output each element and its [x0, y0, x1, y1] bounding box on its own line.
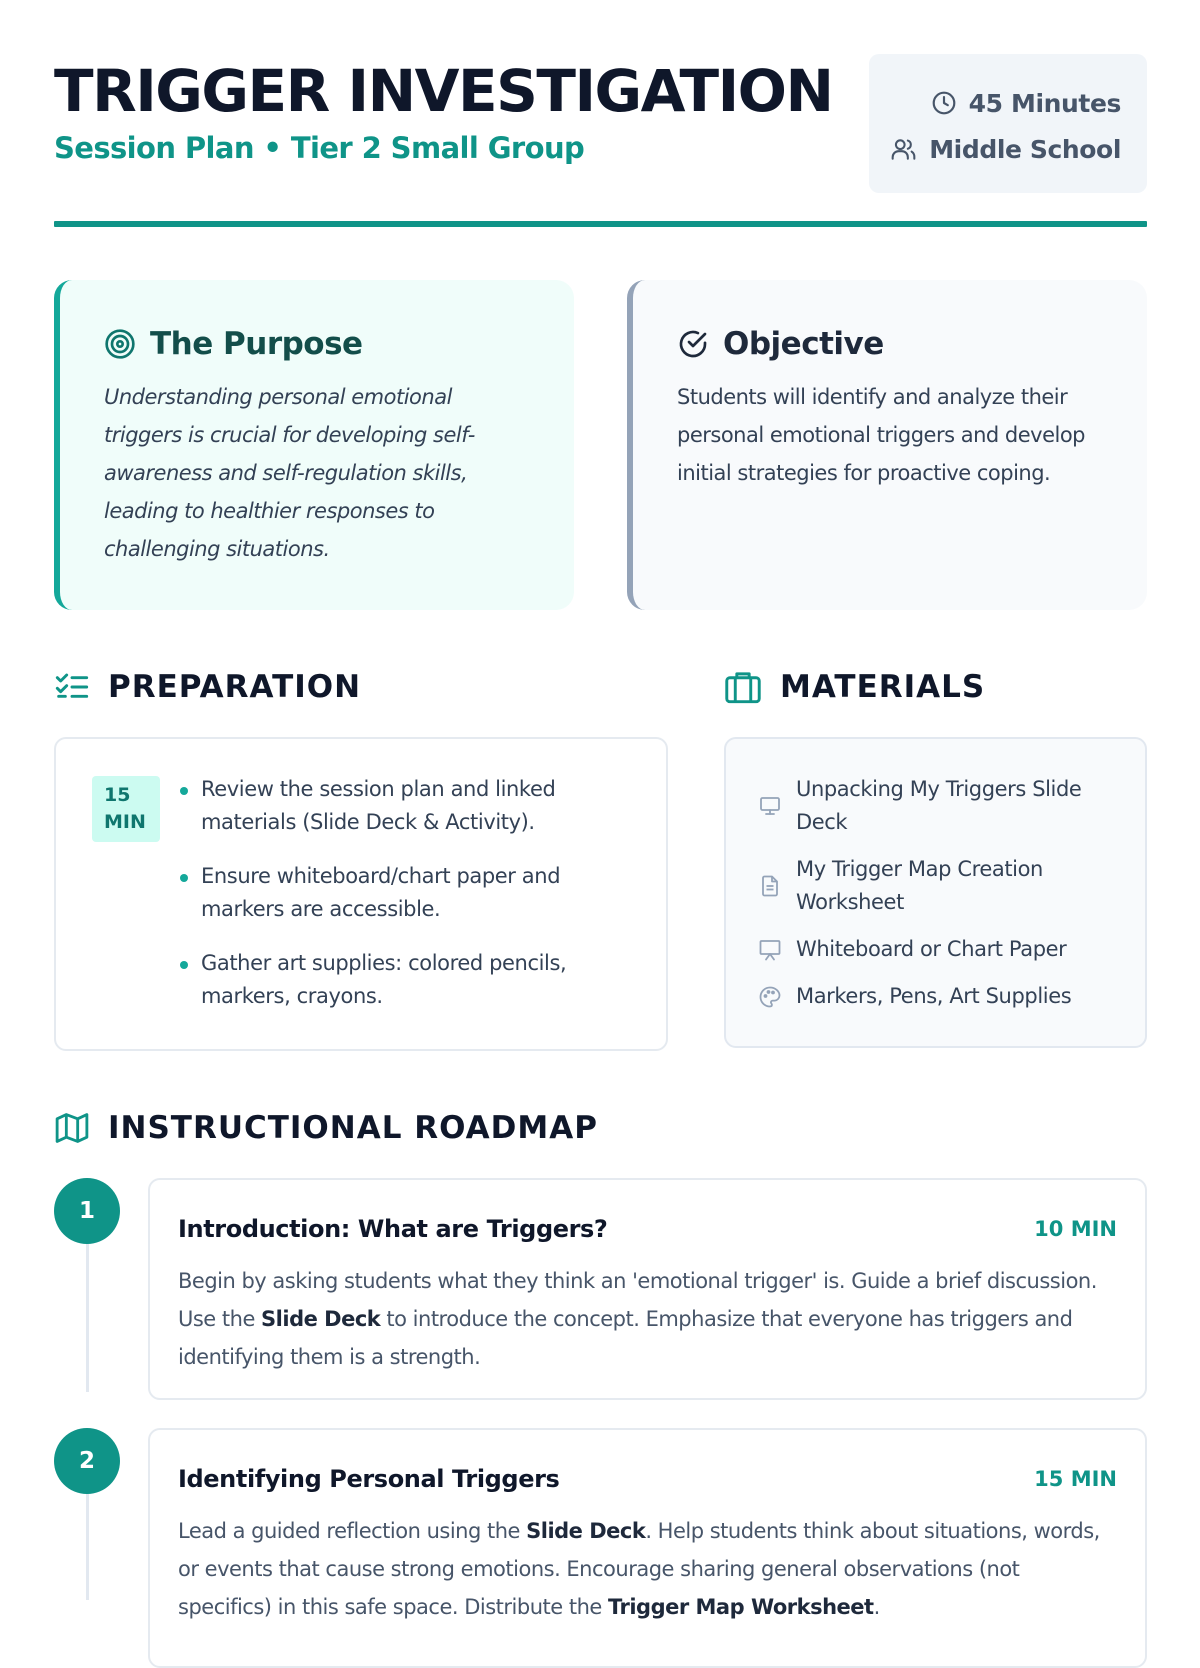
- preparation-time-badge: [92, 776, 160, 842]
- step-title: Identifying Personal Triggers: [178, 1465, 560, 1493]
- audience-row: [869, 126, 1121, 172]
- session-meta: [869, 54, 1147, 193]
- worksheet-reference: Trigger Map Worksheet: [607, 1595, 874, 1619]
- step-header: [178, 1458, 1117, 1500]
- step-number: 2: [54, 1428, 120, 1494]
- session-plan-page: [54, 0, 1147, 1619]
- page-subtitle: Session Plan • Tier 2 Small Group: [54, 131, 585, 165]
- step-time: 15 MIN: [1034, 1467, 1117, 1491]
- list-item: Review the session plan and linked materials (Slide Deck & Activity).: [180, 773, 620, 839]
- material-item[interactable]: [758, 773, 1125, 839]
- materials-heading: [724, 662, 985, 712]
- map-icon: [54, 1111, 90, 1145]
- audience-label: Middle School: [929, 134, 1121, 164]
- step-number: 1: [54, 1178, 120, 1244]
- timeline-connector: [86, 1490, 89, 1600]
- objective-card: [627, 280, 1147, 610]
- materials-box: [724, 737, 1147, 1048]
- preparation-time-unit: MIN: [104, 811, 146, 833]
- step-header: [178, 1208, 1117, 1250]
- purpose-title: The Purpose: [150, 326, 363, 362]
- material-label: Markers, Pens, Art Supplies: [796, 984, 1072, 1008]
- objective-heading: [677, 318, 1107, 370]
- palette-icon: [758, 985, 782, 1009]
- duration-row: [869, 80, 1121, 126]
- list-item: Ensure whiteboard/chart paper and markers are accessible.: [180, 860, 620, 926]
- material-item[interactable]: [758, 933, 1125, 966]
- material-label: Unpacking My Triggers Slide Deck: [796, 777, 1082, 834]
- purpose-heading: [104, 318, 534, 370]
- page-title: TRIGGER INVESTIGATION: [54, 57, 833, 125]
- step-title: Introduction: What are Triggers?: [178, 1215, 608, 1243]
- step-description: Begin by asking students what they think an 'emotional trigger' is. Guide a brief discussion. Use the Slide Deck to introduce the concept. Emphasize that everyone has triggers and identifying them is a strength.: [178, 1269, 1097, 1369]
- step-time: 10 MIN: [1034, 1217, 1117, 1241]
- material-item[interactable]: [758, 853, 1125, 919]
- materials-title: MATERIALS: [780, 669, 986, 705]
- step-description: Lead a guided reflection using the Slide Deck. Help students think about situations, words, or events that cause strong emotions. Encourage sharing general observations (not specifics) in this safe space. Distribute the Trigger Map Worksheet.: [178, 1519, 1100, 1619]
- purpose-card: [54, 280, 574, 610]
- preparation-title: PREPARATION: [108, 669, 362, 705]
- clock-icon: [931, 90, 957, 116]
- slide-deck-reference: Slide Deck: [526, 1519, 646, 1543]
- checklist-icon: [54, 671, 90, 703]
- briefcase-icon: [724, 670, 762, 704]
- roadmap-step-card: [148, 1178, 1147, 1400]
- preparation-time-number: 15: [104, 784, 131, 806]
- material-item[interactable]: [758, 980, 1125, 1013]
- header-divider: [54, 221, 1147, 227]
- target-icon: [104, 328, 136, 360]
- preparation-box: [54, 737, 668, 1051]
- objective-text: Students will identify and analyze their personal emotional triggers and develop initial strategies for proactive coping.: [677, 385, 1086, 485]
- material-label: Whiteboard or Chart Paper: [796, 937, 1067, 961]
- objective-title: Objective: [723, 326, 884, 362]
- whiteboard-icon: [758, 938, 782, 962]
- purpose-text: Understanding personal emotional triggers is crucial for developing self-awareness and self-regulation skills, leading to healthier responses to challenging situations.: [104, 385, 475, 561]
- document-icon: [758, 874, 782, 898]
- roadmap-heading: [54, 1103, 598, 1153]
- preparation-heading: [54, 662, 361, 712]
- users-icon: [890, 136, 917, 162]
- roadmap-step-card: [148, 1428, 1147, 1668]
- monitor-icon: [758, 794, 782, 818]
- header: [54, 50, 1147, 228]
- timeline-connector: [86, 1240, 89, 1392]
- list-item: Gather art supplies: colored pencils, markers, crayons.: [180, 947, 620, 1013]
- roadmap-title: INSTRUCTIONAL ROADMAP: [108, 1110, 598, 1146]
- slide-deck-reference: Slide Deck: [261, 1307, 381, 1331]
- duration-label: 45 Minutes: [968, 88, 1121, 118]
- preparation-list: [180, 773, 620, 1034]
- material-label: My Trigger Map Creation Worksheet: [796, 857, 1043, 914]
- check-circle-icon: [677, 328, 709, 360]
